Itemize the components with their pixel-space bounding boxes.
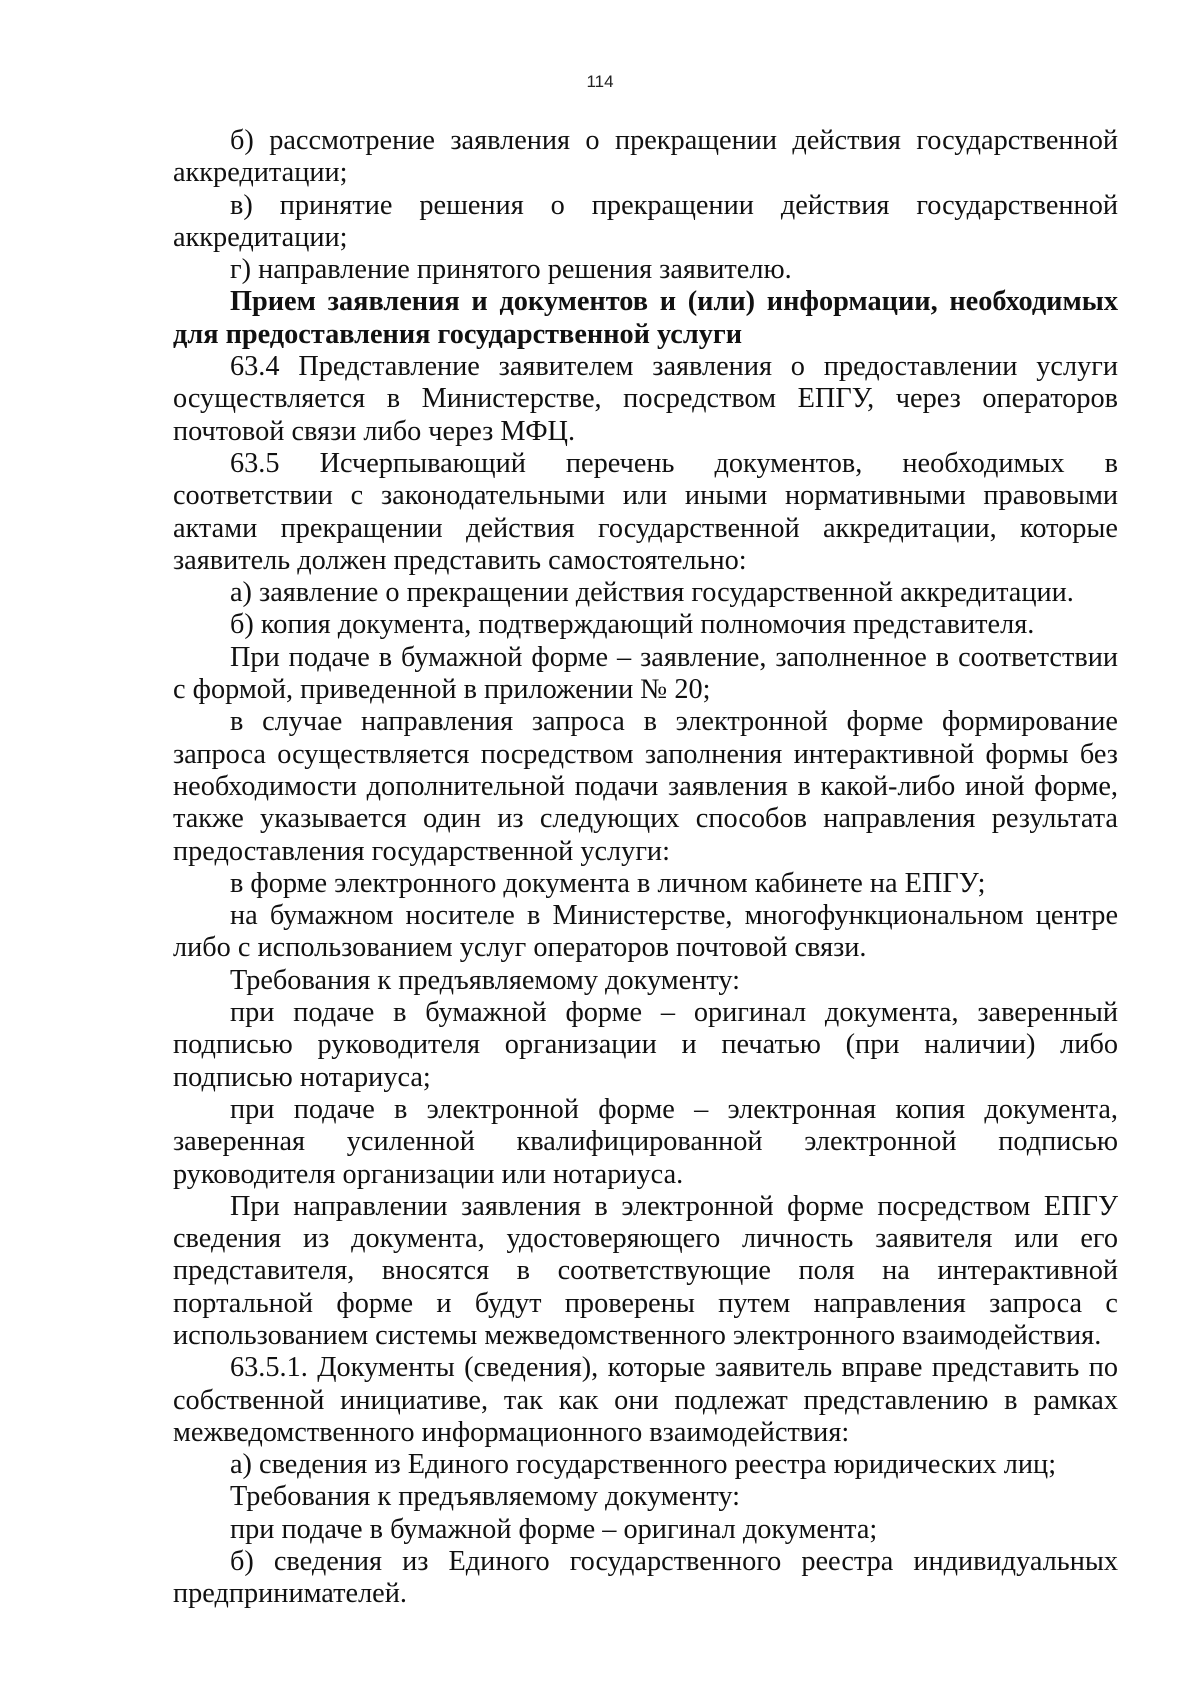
paragraph-63-4: 63.4 Представление заявителем заявления о предоставлении услуги осуществляется в Министерстве, посредством ЕПГУ, через операторов почтовой связи либо через МФЦ.: [173, 351, 1118, 447]
document-body: [173, 125, 1118, 1611]
paragraph-requirements-2: Требования к предъявляемому документу:: [230, 1481, 740, 1513]
paragraph-item-b-egrip: б) сведения из Единого государственного реестра индивидуальных предпринимателей.: [173, 1546, 1118, 1610]
paragraph-electronic-copy: при подаче в электронной форме – электронная копия документа, заверенная усиленной квалифицированной электронной подписью руководителя организации или нотариуса.: [173, 1093, 1118, 1190]
section-heading: Прием заявления и документов и (или) информации, необходимых для предоставления государственной услуги: [173, 286, 1118, 350]
paragraph-electronic-result: в форме электронного документа в личном кабинете на ЕПГУ;: [230, 867, 986, 899]
paragraph-item-g-sending: г) направление принятого решения заявителю.: [230, 254, 792, 286]
paragraph-electronic-request: в случае направления запроса в электронной форме формирование запроса осуществляется посредством заполнения интерактивной формы без необходимости дополнительной подачи заявления в какой-либо иной форме, также указывается один из следующих способов направления результата предоставления государственной услуги:: [173, 706, 1118, 867]
paragraph-item-v-decision: в) принятие решения о прекращении действия государственной аккредитации;: [173, 189, 1118, 253]
paragraph-paper-original-2: при подаче в бумажной форме – оригинал документа;: [230, 1513, 878, 1545]
paragraph-63-5: 63.5 Исчерпывающий перечень документов, необходимых в соответствии с законодательными или иными нормативными правовыми актами прекращении действия государственной аккредитации, которые заявитель должен представить самостоятельно:: [173, 447, 1118, 576]
page-number: 114: [586, 72, 614, 91]
paragraph-item-a-egrul: а) сведения из Единого государственного реестра юридических лиц;: [230, 1449, 1057, 1481]
paragraph-paper-form: При подаче в бумажной форме – заявление, заполненное в соответствии с формой, приведенной в приложении № 20;: [173, 641, 1118, 706]
paragraph-epgu-identity: При направлении заявления в электронной форме посредством ЕПГУ сведения из документа, удостоверяющего личность заявителя или его представителя, вносятся в соответствующие поля на интерактивной портальной форме и будут проверены путем направления запроса с использованием системы межведомственного электронного взаимодействия.: [173, 1190, 1118, 1351]
paragraph-paper-original: при подаче в бумажной форме – оригинал документа, заверенный подписью руководителя организации и печатью (при наличии) либо подписью нотариуса;: [173, 997, 1118, 1093]
paragraph-item-a-application: а) заявление о прекращении действия государственной аккредитации.: [230, 577, 1074, 609]
paragraph-paper-result: на бумажном носителе в Министерстве, многофункциональном центре либо с использованием услуг операторов почтовой связи.: [173, 900, 1118, 964]
paragraph-item-b-copy: б) копия документа, подтверждающий полномочия представителя.: [230, 609, 1035, 641]
paragraph-requirements-1: Требования к предъявляемому документу:: [230, 964, 740, 996]
paragraph-63-5-1: 63.5.1. Документы (сведения), которые заявитель вправе представить по собственной инициативе, так как они подлежат представлению в рамках межведомственного информационного взаимодействия:: [173, 1352, 1118, 1448]
paragraph-item-b-consideration: б) рассмотрение заявления о прекращении действия государственной аккредитации;: [173, 125, 1118, 189]
